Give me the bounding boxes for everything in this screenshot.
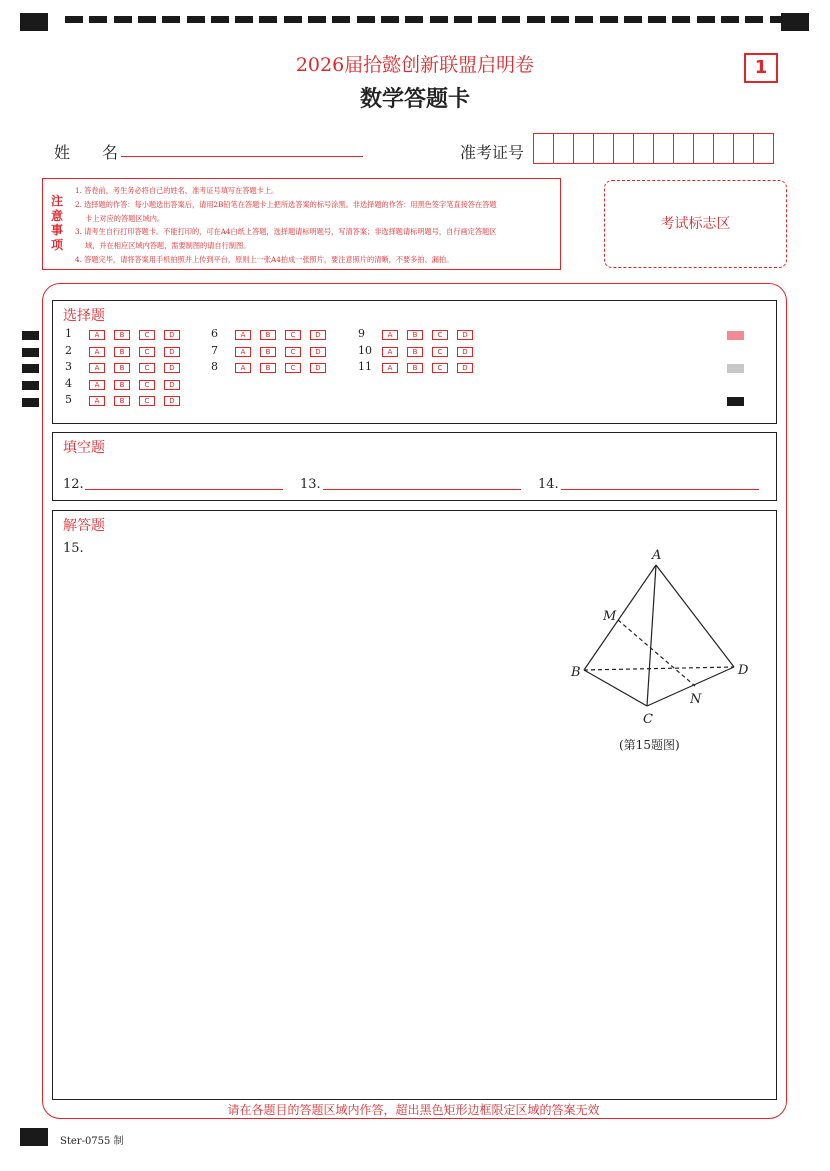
choice-bubble[interactable]: D (457, 347, 473, 357)
choice-bubble[interactable]: A (382, 330, 398, 340)
fill-title: 填空题 (63, 440, 105, 456)
choice-bubble[interactable]: B (407, 363, 423, 373)
top-dash (721, 16, 739, 23)
label-C: C (643, 712, 653, 727)
choice-bubble[interactable]: B (260, 363, 276, 373)
choice-bubble[interactable]: C (139, 347, 155, 357)
choice-bubble[interactable]: C (285, 347, 301, 357)
choice-bubble[interactable]: A (89, 396, 105, 406)
choice-bubble[interactable]: A (382, 347, 398, 357)
top-dash (454, 16, 472, 23)
label-N: N (690, 692, 702, 707)
top-dash (308, 16, 326, 23)
choice-bubble[interactable]: D (164, 363, 180, 373)
edge-AC (647, 565, 656, 706)
choice-section (52, 300, 777, 424)
choice-bubble[interactable]: A (89, 347, 105, 357)
edge-BC (584, 670, 647, 706)
choice-bubble[interactable]: A (89, 380, 105, 390)
top-dash (259, 16, 277, 23)
name-field[interactable] (121, 156, 363, 157)
top-dash (357, 16, 375, 23)
choice-options (89, 396, 189, 406)
edge-BD-hidden (584, 667, 734, 670)
top-dash (624, 16, 642, 23)
choice-bubble[interactable]: D (164, 330, 180, 340)
color-marker-gray (727, 364, 744, 373)
choice-title: 选择题 (63, 308, 105, 324)
choice-question-number: 10 (358, 343, 372, 357)
choice-bubble[interactable]: C (432, 330, 448, 340)
choice-bubble[interactable]: D (164, 347, 180, 357)
choice-bubble[interactable]: C (285, 330, 301, 340)
color-marker-black (727, 397, 744, 406)
choice-options (382, 363, 482, 373)
position-mark (22, 331, 39, 340)
edge-AD (656, 565, 734, 667)
choice-bubble[interactable]: B (260, 347, 276, 357)
choice-options (235, 347, 335, 357)
tetrahedron-figure (563, 541, 763, 761)
top-dash (138, 16, 156, 23)
top-dash (187, 16, 205, 23)
choice-bubble[interactable]: B (114, 347, 130, 357)
blank-14-label: 14. (538, 477, 559, 492)
choice-question-number: 3 (65, 360, 72, 373)
choice-options (89, 380, 189, 390)
exam-mark-area: 考试标志区 (604, 180, 787, 268)
choice-bubble[interactable]: B (114, 330, 130, 340)
blank-12-label: 12. (63, 477, 84, 492)
fill-section (52, 432, 777, 501)
top-dash (697, 16, 715, 23)
choice-bubble[interactable]: A (382, 363, 398, 373)
choice-question-number: 9 (358, 327, 365, 340)
blank-12-line[interactable] (85, 489, 283, 490)
choice-bubble[interactable]: B (114, 396, 130, 406)
position-mark (22, 364, 39, 373)
position-mark (22, 398, 39, 407)
choice-bubble[interactable]: C (139, 330, 155, 340)
choice-bubble[interactable]: D (310, 363, 326, 373)
choice-question-number: 11 (358, 360, 372, 373)
top-dash (211, 16, 229, 23)
top-dash (770, 16, 788, 23)
top-dash (527, 16, 545, 23)
choice-bubble[interactable]: C (432, 347, 448, 357)
top-dash (745, 16, 763, 23)
blank-14-line[interactable] (561, 489, 759, 490)
answer-section (52, 510, 777, 1100)
top-dash (235, 16, 253, 23)
choice-bubble[interactable]: C (139, 396, 155, 406)
choice-bubble[interactable]: B (407, 347, 423, 357)
choice-options (235, 330, 335, 340)
choice-bubble[interactable]: D (164, 380, 180, 390)
choice-bubble[interactable]: C (139, 380, 155, 390)
top-dash (332, 16, 350, 23)
position-mark (22, 381, 39, 390)
id-grid[interactable] (533, 133, 774, 164)
choice-bubble[interactable]: D (457, 330, 473, 340)
choice-question-number: 2 (65, 343, 72, 357)
choice-bubble[interactable]: C (432, 363, 448, 373)
top-dash (575, 16, 593, 23)
top-dash (600, 16, 618, 23)
notice-text: 1. 答卷前，考生务必将自己的姓名、准考证号填写在答题卡上。 2. 选择题的作答：每小题选出答案后，请用2B铅笔在答题卡上把所选答案的标号涂黑。非选择题的作答：用黑色签字笔直接答在答题 卡上对应的答题区域内。 3. 请考生自行打印答题卡。不能打印的，可在A4白纸上答题，选择题请标明题号，写清答案；非选择题请标明题号，自行画定答题区 域，并在相应区域内答题，需要制图的请自行制图。 4. 答题完毕，请将答案用手机拍照并上传到平台，原则上一张A4拍成一张照片，要注意照片的清晰，不要多拍、漏拍。 (75, 186, 497, 264)
position-mark (22, 348, 39, 357)
page-number: 1 (744, 53, 778, 83)
blank-13-line[interactable] (323, 489, 521, 490)
label-A: A (652, 548, 662, 563)
choice-options (382, 347, 482, 357)
choice-options (382, 330, 482, 340)
choice-bubble[interactable]: B (114, 380, 130, 390)
top-dash (478, 16, 496, 23)
choice-bubble[interactable]: D (457, 363, 473, 373)
bottom-corner-mark (20, 1128, 48, 1146)
blank-13-label: 13. (300, 477, 321, 492)
id-label: 准考证号 (460, 143, 525, 162)
choice-bubble[interactable]: B (260, 330, 276, 340)
top-dash (648, 16, 666, 23)
answer-card-title: 数学答题卡 (359, 87, 470, 112)
choice-options (89, 347, 189, 357)
question-15-label: 15. (63, 541, 84, 556)
top-dash (672, 16, 690, 23)
corner-mark-top-left (20, 13, 48, 31)
choice-bubble[interactable]: B (114, 363, 130, 373)
label-B: B (571, 665, 581, 680)
label-D: D (738, 663, 749, 678)
choice-bubble[interactable]: A (89, 363, 105, 373)
choice-bubble[interactable]: D (164, 396, 180, 406)
choice-bubble[interactable]: A (235, 363, 251, 373)
choice-question-number: 4 (65, 376, 72, 390)
choice-bubble[interactable]: D (310, 330, 326, 340)
choice-question-number: 7 (211, 343, 218, 357)
top-dash (430, 16, 448, 23)
label-M: M (603, 609, 617, 624)
top-dash (551, 16, 569, 23)
choice-bubble[interactable]: A (235, 347, 251, 357)
choice-question-number: 1 (65, 327, 72, 340)
top-dash (405, 16, 423, 23)
choice-bubble[interactable]: D (310, 347, 326, 357)
top-dash (284, 16, 302, 23)
answer-title: 解答题 (63, 518, 105, 534)
top-dash (162, 16, 180, 23)
choice-question-number: 5 (65, 393, 72, 406)
choice-bubble[interactable]: A (235, 330, 251, 340)
top-dash (114, 16, 132, 23)
top-dash (381, 16, 399, 23)
choice-bubble[interactable]: C (139, 363, 155, 373)
segment-MN-hidden (618, 620, 695, 686)
document-code: Ster-0755 制 (60, 1136, 124, 1147)
top-dash (502, 16, 520, 23)
color-marker-pink (727, 331, 744, 340)
edge-AB (584, 565, 656, 670)
notice-tag: 注 意 事 项 (50, 194, 63, 252)
top-dash (65, 16, 83, 23)
choice-options (89, 363, 189, 373)
top-dash (89, 16, 107, 23)
figure-caption: (第15题图) (619, 738, 680, 752)
name-label: 姓 名 (54, 143, 119, 162)
choice-bubble[interactable]: A (89, 330, 105, 340)
choice-question-number: 6 (211, 327, 218, 340)
choice-options (89, 330, 189, 340)
exam-title: 2026届拾懿创新联盟启明卷 (295, 54, 535, 76)
choice-question-number: 8 (211, 360, 218, 373)
notice-box (42, 178, 561, 270)
choice-bubble[interactable]: B (407, 330, 423, 340)
choice-bubble[interactable]: C (285, 363, 301, 373)
choice-options (235, 363, 335, 373)
footer-warning: 请在各题目的答题区域内作答，超出黑色矩形边框限定区域的答案无效 (227, 1103, 600, 1117)
